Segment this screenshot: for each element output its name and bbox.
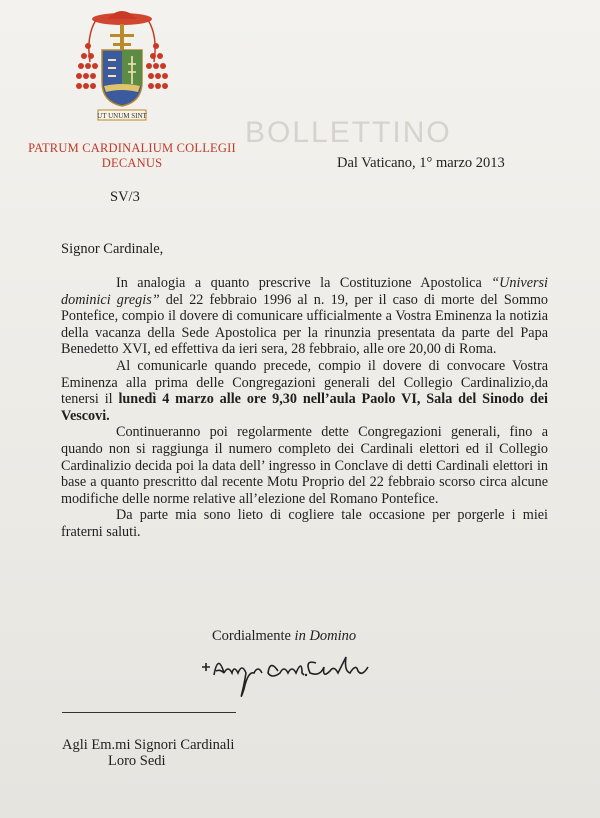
paragraph-4: Da parte mia sono lieto di cogliere tale occasione per porgerle i miei fraterni saluti. [61,507,548,540]
document-title: “Universi dominici gregis” [61,275,548,308]
paragraph-2 [61,358,548,424]
cardinal-coat-of-arms [74,6,170,124]
closing-text: Cordialmente [212,628,295,644]
letterhead-line-2: DECANUS [101,156,163,170]
recipient-line-1: Agli Em.mi Signori Cardinali [62,737,235,753]
paragraph-2-text: Al comunicarle quando precede, compio il dovere di convocare Vostra Eminenza alla prima delle Congregazioni generali del Collegio Cardinalizio,da tenersi il [61,357,548,408]
letter-body [61,275,548,541]
recipient-line-2: Loro Sedi [108,753,166,769]
paragraph-1 [61,275,548,358]
letter-date: Dal Vaticano, 1° marzo 2013 [337,155,505,171]
paragraph-3: Continueranno poi regolarmente dette Congregazioni generali, fino a quando non si raggiunga il numero completo dei Cardinali elettori ed il Collegio Cardinalizio decida poi la data dell’ ingresso in Conclave di detti Cardinali elettori in base a quanto prescritto dal recente Motu Proprio del 22 febbraio scorso circa alcune modifiche delle norme relative all’elezione del Romano Pontefice. [61,424,548,507]
meeting-details: lunedì 4 marzo alle ore 9,30 nell’aula Paolo VI, Sala del Sinodo dei Vescovi. [61,391,548,424]
closing-italic: in Domino [294,628,357,644]
divider-line [62,712,236,713]
watermark-text: BOLLETTINO [245,116,452,149]
letterhead-line-1: PATRUM CARDINALIUM COLLEGII [28,141,236,155]
motto-text: UT UNUM SINT [97,112,147,120]
reference-number: SV/3 [110,189,140,205]
paragraph-1-text-b: del 22 febbraio 1996 al n. 19, per il caso di morte del Sommo Pontefice, compio il dovere di comunicare ufficialmente a Vostra Eminenza la notizia della vacanza della Sede Apostolica per la rinunzia presentata da parte del Papa Benedetto XVI, ed effettiva da ieri sera, 28 febbraio, alle ore 20,00 di Roma. [61,291,549,358]
closing [212,628,356,645]
salutation: Signor Cardinale, [61,241,164,257]
letterhead-title [22,141,242,171]
handwritten-signature [198,645,388,705]
paragraph-1-text-a: In analogia a quanto prescrive la Costituzione Apostolica [116,275,492,291]
